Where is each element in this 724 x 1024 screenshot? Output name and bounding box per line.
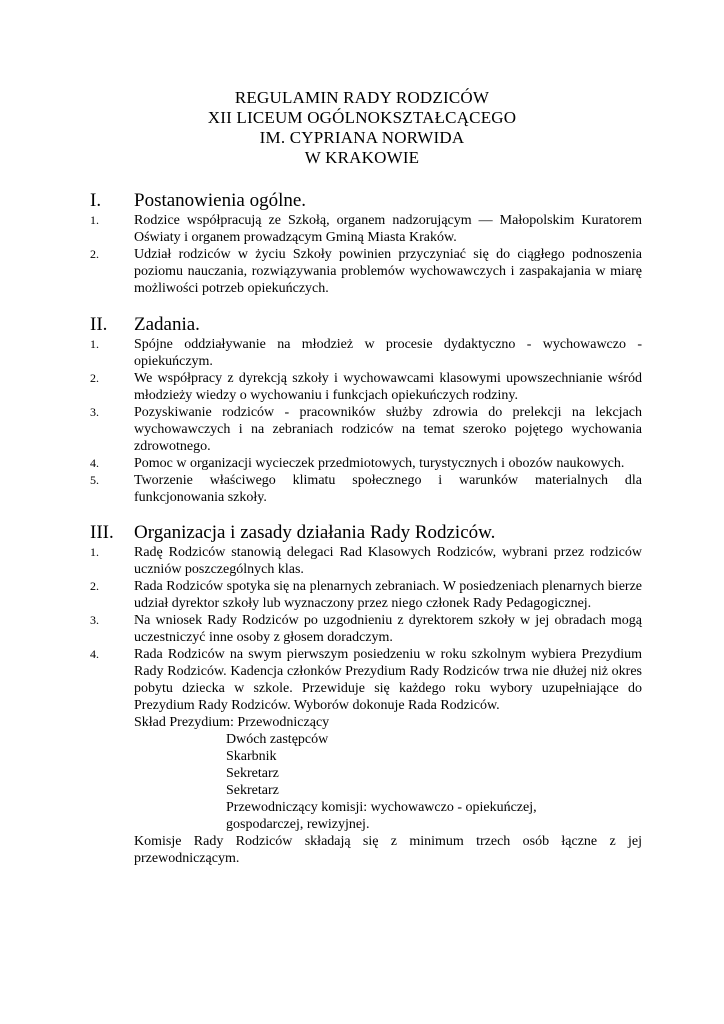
title-line: W KRAKOWIE xyxy=(304,148,420,167)
item-number: 2. xyxy=(90,247,99,261)
item-number: 2. xyxy=(90,371,99,385)
item-number: 1. xyxy=(90,213,99,227)
section-gap xyxy=(90,506,642,522)
list-item xyxy=(90,336,642,370)
item-text: Rada Rodziców na swym pierwszym posiedzeniu w roku szkolnym wybiera Prezydium Rady Rodziców. Kadencja członków Prezydium Rady Rodziców trwa nie dłużej niż okres pobytu dziecka w szkole. Przewiduje się każdego roku wybory uzupełniające do Prezydium Rady Rodziców. Wyborów dokonuje Rada Rodziców. xyxy=(134,647,642,713)
item-number: 1. xyxy=(90,545,99,559)
document-body xyxy=(90,190,642,867)
section-title: Postanowienia ogólne. xyxy=(134,190,307,211)
item-number: 2. xyxy=(90,579,99,593)
list-item xyxy=(90,646,642,867)
list-item xyxy=(90,212,642,246)
section-numeral: II. xyxy=(90,314,108,335)
item-number: 3. xyxy=(90,405,99,419)
list-item xyxy=(90,370,642,404)
section-numeral: I. xyxy=(90,190,102,211)
item-number: 4. xyxy=(90,456,99,470)
item-body xyxy=(134,646,642,867)
title-line: XII LICEUM OGÓLNOKSZTAŁCĄCEGO xyxy=(207,108,517,127)
section-gap xyxy=(90,297,642,314)
item-text: Udział rodziców w życiu Szkoły powinien przyczyniać się do ciągłego podnoszenia poziomu nauczania, rozwiązywania problemów wychowawczych i zaspakajania w miarę możliwości potrzeb opiekuńczych. xyxy=(134,247,642,296)
list-item xyxy=(90,612,642,646)
title-line: REGULAMIN RADY RODZICÓW xyxy=(234,88,490,107)
item-text: Rodzice współpracują ze Szkołą, organem nadzorującym — Małopolskim Kuratorem Oświaty i organem prowadzącym Gminą Miasta Kraków. xyxy=(134,213,642,245)
section-tasks xyxy=(90,314,642,506)
list-item xyxy=(90,455,642,472)
presidium-role: Przewodniczący komisji: wychowawczo - opiekuńczej, xyxy=(226,800,537,815)
presidium-composition xyxy=(134,714,642,833)
section-title: Zadania. xyxy=(134,314,200,335)
item-text: Rada Rodziców spotyka się na plenarnych zebraniach. W posiedzeniach plenarnych bierze udział dyrektor szkoły lub wyznaczony przez niego członek Rady Pedagogicznej. xyxy=(134,579,642,611)
item-number: 4. xyxy=(90,647,99,661)
list-item xyxy=(90,404,642,455)
list-item xyxy=(90,472,642,506)
item-text: Spójne oddziaływanie na młodzież w procesie dydaktyczno - wychowawczo - opiekuńczym. xyxy=(134,337,642,369)
title-line: IM. CYPRIANA NORWIDA xyxy=(259,128,465,147)
item-text: Pozyskiwanie rodziców - pracowników służby zdrowia do prelekcji na lekcjach wychowawczych i na zebraniach rodziców na temat szeroko pojętego wychowania zdrowotnego. xyxy=(134,405,642,454)
presidium-role: Skarbnik xyxy=(226,749,277,764)
section-organization xyxy=(90,522,642,867)
list-item xyxy=(90,544,642,578)
item-number: 1. xyxy=(90,337,99,351)
list-item xyxy=(90,246,642,297)
section-heading xyxy=(90,314,642,336)
section-heading xyxy=(90,190,642,212)
section-heading xyxy=(90,522,642,544)
presidium-role: Sekretarz xyxy=(226,783,279,798)
section-numeral: III. xyxy=(90,522,114,543)
item-text: Tworzenie właściwego klimatu społecznego i warunków materialnych dla funkcjonowania szkoły. xyxy=(134,473,642,505)
closing-text: Komisje Rady Rodziców składają się z minimum trzech osób łączne z jej przewodniczącym. xyxy=(134,834,642,866)
document-title xyxy=(0,88,724,168)
item-text: Na wniosek Rady Rodziców po uzgodnieniu z dyrektorem szkoły w jej obradach mogą uczestniczyć inne osoby z głosem doradczym. xyxy=(134,613,642,645)
item-number: 3. xyxy=(90,613,99,627)
item-text: We współpracy z dyrekcją szkoły i wychowawcami klasowymi upowszechnianie wśród młodzieży wiedzy o wychowaniu i funkcjach opiekuńczych rodziny. xyxy=(134,371,642,403)
presidium-role: Sekretarz xyxy=(226,766,279,781)
list-item xyxy=(90,578,642,612)
presidium-role: Dwóch zastępców xyxy=(226,732,329,747)
section-title: Organizacja i zasady działania Rady Rodziców. xyxy=(134,522,496,543)
presidium-label: Skład Prezydium: Przewodniczący xyxy=(134,715,330,730)
presidium-role: gospodarczej, rewizyjnej. xyxy=(226,817,370,832)
section-general xyxy=(90,190,642,297)
presidium-roles xyxy=(134,731,642,833)
item-number: 5. xyxy=(90,473,99,487)
item-text: Radę Rodziców stanowią delegaci Rad Klasowych Rodziców, wybrani przez rodziców uczniów poszczególnych klas. xyxy=(134,545,642,577)
item-text: Pomoc w organizacji wycieczek przedmiotowych, turystycznych i obozów naukowych. xyxy=(134,456,625,471)
